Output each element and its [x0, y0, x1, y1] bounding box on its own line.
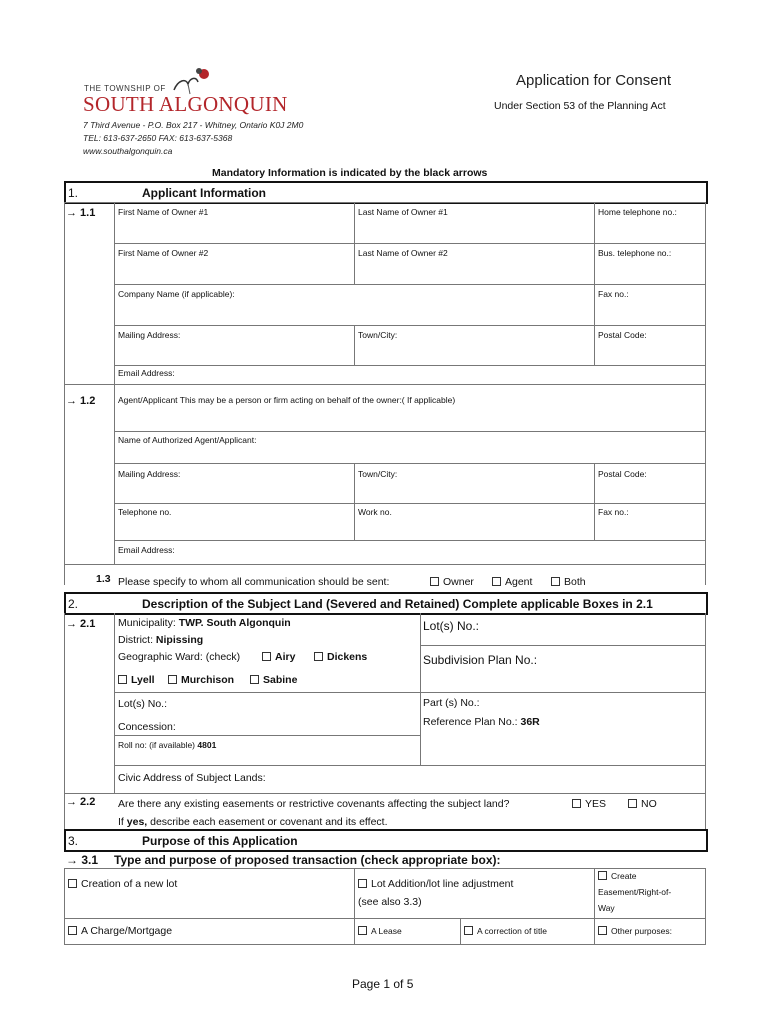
ward-label: Geographic Ward: (check) [118, 651, 241, 663]
email-address-label-2: Email Address: [118, 545, 175, 555]
lot-addition-note: (see also 3.3) [358, 896, 422, 908]
lyell-label: Lyell [131, 674, 155, 686]
option-charge-mortgage[interactable] [68, 925, 172, 937]
charge-mortgage-checkbox[interactable] [68, 926, 77, 935]
if-yes-instruction [118, 816, 388, 828]
section-1-header [64, 181, 708, 204]
address-line: 7 Third Avenue - P.O. Box 217 - Whitney, Ontario K0J 2M0 [83, 120, 304, 130]
lease-checkbox[interactable] [358, 926, 367, 935]
section-1-number: 1. [68, 186, 79, 200]
option-no[interactable] [628, 798, 657, 810]
option-new-lot[interactable] [68, 878, 177, 890]
first-name-owner2-label: First Name of Owner #2 [118, 248, 209, 258]
lyell-checkbox[interactable] [118, 675, 127, 684]
arrow-2-1: → 2.1 [66, 618, 96, 630]
no-checkbox[interactable] [628, 799, 637, 808]
ward-dickens[interactable] [314, 651, 367, 663]
logo-township-text: THE TOWNSHIP OF [84, 84, 166, 93]
murchison-checkbox[interactable] [168, 675, 177, 684]
section-3-header [64, 829, 708, 852]
ward-sabine[interactable] [250, 674, 297, 686]
town-city-label-1: Town/City: [358, 330, 398, 340]
section-2-title: Description of the Subject Land (Severed and Retained) Complete applicable Boxes in 2.1 [142, 597, 653, 611]
section-1-title: Applicant Information [142, 186, 266, 200]
home-telephone-label: Home telephone no.: [598, 207, 677, 217]
option-other-purposes[interactable] [598, 926, 672, 936]
yes-label: YES [585, 798, 607, 810]
if-yes-bold: yes, [126, 816, 148, 828]
other-purposes-checkbox[interactable] [598, 926, 607, 935]
both-checkbox[interactable] [551, 577, 560, 586]
lot-addition-label: Lot Addition/lot line adjustment [371, 878, 514, 890]
telephone-label-2: Telephone no. [118, 507, 172, 517]
airy-checkbox[interactable] [262, 652, 271, 661]
work-number-label: Work no. [358, 507, 392, 517]
arrow-3-1: → 3.1 [66, 853, 99, 867]
owner-label: Owner [443, 576, 474, 588]
postal-code-label-2: Postal Code: [598, 469, 647, 479]
mailing-address-label-2: Mailing Address: [118, 469, 181, 479]
ward-murchison[interactable] [168, 674, 234, 686]
reference-plan-value: 36R [520, 716, 540, 728]
bird-logo-icon [168, 66, 216, 96]
agent-label: Agent [505, 576, 533, 588]
district-field [118, 634, 203, 646]
section-3-number: 3. [68, 834, 79, 848]
transaction-type-question: Type and purpose of proposed transaction (check appropriate box): [114, 853, 501, 867]
sabine-label: Sabine [263, 674, 298, 686]
mandatory-note: Mandatory Information is indicated by the black arrows [212, 167, 488, 179]
both-label: Both [564, 576, 586, 588]
fax-label-1: Fax no.: [598, 289, 629, 299]
new-lot-checkbox[interactable] [68, 879, 77, 888]
option-lot-addition[interactable] [358, 878, 513, 890]
website-line: www.southalgonquin.ca [83, 146, 173, 156]
authorized-agent-label: Name of Authorized Agent/Applicant: [118, 435, 257, 445]
ward-airy[interactable] [262, 651, 295, 663]
reference-plan-label: Reference Plan No.: [423, 716, 518, 728]
option-lease[interactable] [358, 926, 402, 936]
item-1-3-number: 1.3 [96, 573, 111, 585]
if-yes-post: describe each easement or covenant and its effect. [150, 816, 388, 828]
other-purposes-label: Other purposes: [611, 926, 672, 936]
option-correction-title[interactable] [464, 926, 547, 936]
company-name-label: Company Name (if applicable): [118, 289, 235, 299]
district-value: Nipissing [155, 634, 204, 646]
owner-checkbox[interactable] [430, 577, 439, 586]
lease-label: A Lease [371, 926, 402, 936]
phone-line: TEL: 613-637-2650 FAX: 613-637-5368 [83, 133, 233, 143]
section-2-number: 2. [68, 597, 79, 611]
option-yes[interactable] [572, 798, 606, 810]
option-both[interactable] [551, 576, 586, 588]
document-title: Application for Consent [516, 72, 672, 89]
section-2-header [64, 592, 708, 615]
no-label: NO [641, 798, 657, 810]
last-name-owner2-label: Last Name of Owner #2 [358, 248, 448, 258]
create-label: Create [611, 871, 637, 881]
fax-label-2: Fax no.: [598, 507, 629, 517]
bus-telephone-label: Bus. telephone no.: [598, 248, 672, 258]
email-address-label-1: Email Address: [118, 368, 175, 378]
concession-label: Concession: [118, 721, 176, 733]
arrow-1-1: → 1.1 [66, 207, 96, 219]
new-lot-label: Creation of a new lot [81, 878, 178, 890]
roll-value: 4801 [197, 740, 217, 750]
district-label: District: [118, 634, 153, 646]
postal-code-label-1: Postal Code: [598, 330, 647, 340]
roll-field [118, 740, 216, 750]
lot-addition-checkbox[interactable] [358, 879, 367, 888]
way-label: Way [598, 903, 615, 913]
subdivision-plan-label: Subdivision Plan No.: [423, 653, 538, 667]
easement-label: Easement/Right-of- [598, 887, 672, 897]
municipality-value: TWP. South Algonquin [178, 617, 291, 629]
dickens-label: Dickens [327, 651, 368, 663]
option-agent[interactable] [492, 576, 532, 588]
if-yes-pre: If [118, 816, 124, 828]
section-3-title: Purpose of this Application [142, 834, 298, 848]
ward-lyell[interactable] [118, 674, 155, 686]
option-create-easement[interactable] [598, 868, 671, 916]
page-number: Page 1 of 5 [352, 977, 414, 991]
municipality-label: Municipality: [118, 617, 176, 629]
sabine-checkbox[interactable] [250, 675, 259, 684]
parts-no-label: Part (s) No.: [423, 697, 480, 709]
lots-no-label-left: Lot(s) No.: [118, 698, 168, 710]
municipality-field [118, 617, 291, 629]
agent-checkbox[interactable] [492, 577, 501, 586]
charge-mortgage-label: A Charge/Mortgage [81, 925, 173, 937]
arrow-2-2: → 2.2 [66, 796, 96, 808]
easement-question: Are there any existing easements or restrictive covenants affecting the subject land? [118, 798, 510, 810]
correction-title-label: A correction of title [477, 926, 547, 936]
yes-checkbox[interactable] [572, 799, 581, 808]
correction-title-checkbox[interactable] [464, 926, 473, 935]
reference-plan-field [423, 716, 540, 728]
mailing-address-label-1: Mailing Address: [118, 330, 181, 340]
last-name-owner1-label: Last Name of Owner #1 [358, 207, 448, 217]
first-name-owner1-label: First Name of Owner #1 [118, 207, 209, 217]
lots-no-label-right: Lot(s) No.: [423, 619, 480, 633]
town-city-label-2: Town/City: [358, 469, 398, 479]
communication-question: Please specify to whom all communication should be sent: [118, 576, 390, 588]
agent-applicant-label: Agent/Applicant This may be a person or firm acting on behalf of the owner:( If applicable) [118, 395, 456, 405]
logo-name-text: SOUTH ALGONQUIN [83, 92, 288, 116]
civic-address-label: Civic Address of Subject Lands: [118, 772, 266, 784]
dickens-checkbox[interactable] [314, 652, 323, 661]
murchison-label: Murchison [181, 674, 235, 686]
roll-label: Roll no: (if available) [118, 740, 196, 750]
arrow-1-2: → 1.2 [66, 395, 96, 407]
airy-label: Airy [275, 651, 296, 663]
option-owner[interactable] [430, 576, 474, 588]
document-subtitle: Under Section 53 of the Planning Act [494, 100, 666, 112]
create-easement-checkbox[interactable] [598, 871, 607, 880]
